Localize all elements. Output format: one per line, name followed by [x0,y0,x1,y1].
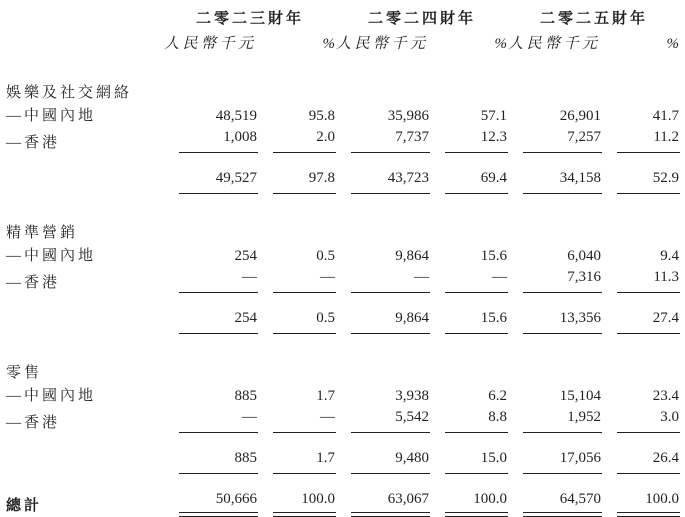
spacer [6,54,680,80]
percent-cell: 11.2 [602,126,680,153]
subtotal-percent: 15.0 [430,447,508,474]
spacer [6,433,680,447]
subtotal-value: 43,723 [336,167,430,194]
percent-cell: 12.3 [430,126,508,153]
total-percent: 100.0 [258,486,336,516]
total-value: 50,666 [164,486,258,516]
subtotal-value: 49,527 [164,167,258,194]
section-title: 零售 [6,365,43,382]
row-label: —香港 [6,135,61,152]
subtotal-row [6,307,680,334]
revenue-breakdown-table [6,4,680,516]
spacer [6,334,680,360]
subtotal-percent: 15.6 [430,307,508,334]
percent-cell: 41.7 [652,108,680,125]
percent-cell: 11.3 [602,266,680,293]
value-cell: 885 [234,388,257,405]
percent-cell: 57.1 [480,108,508,125]
table-row [6,383,680,406]
subtotal-percent: 69.4 [430,167,508,194]
percent-cell: 15.6 [480,248,508,265]
subtotal-percent: 0.5 [258,307,336,334]
value-cell: 1,008 [164,126,258,153]
percent-cell: — [258,406,336,433]
spacer [6,153,680,167]
percent-header: % [666,36,680,53]
value-cell: 15,104 [559,388,602,405]
value-cell: 1,952 [508,406,602,433]
subtotal-value: 34,158 [508,167,602,194]
value-cell: 6,040 [567,248,602,265]
percent-cell: 6.2 [488,388,508,405]
percent-cell: 1.7 [316,388,336,405]
year-header-2025: 二零二五財年 [540,11,649,28]
year-header-row [6,4,680,32]
value-cell: — [164,266,258,293]
row-label: —香港 [6,415,61,432]
value-cell: 9,864 [395,248,430,265]
section-title-row [6,360,680,383]
subtotal-percent: 26.4 [602,447,680,474]
amount-unit-header: 人民幣千元 [508,36,601,53]
total-percent: 100.0 [602,486,680,516]
section-title-row [6,220,680,243]
spacer [6,194,680,220]
value-cell: 254 [234,248,257,265]
section-title: 精準營銷 [6,225,79,242]
subtotal-percent: 97.8 [258,167,336,194]
subtotal-percent: 27.4 [602,307,680,334]
subtotal-percent: 1.7 [258,447,336,474]
year-header-2023: 二零二三財年 [196,11,305,28]
subtotal-value: 9,864 [336,307,430,334]
percent-header: % [322,36,336,53]
subtotal-percent: 52.9 [602,167,680,194]
percent-cell: — [430,266,508,293]
subtotal-value: 13,356 [508,307,602,334]
row-label: —香港 [6,275,61,292]
percent-cell: 2.0 [258,126,336,153]
amount-unit-header: 人民幣千元 [336,36,429,53]
value-cell: — [164,406,258,433]
percent-cell: 3.0 [602,406,680,433]
total-percent: 100.0 [430,486,508,516]
value-cell: 26,901 [559,108,602,125]
section-title-row [6,80,680,103]
percent-cell: — [258,266,336,293]
row-label: —中國內地 [6,248,97,265]
row-label: —中國內地 [6,388,97,405]
table-row [6,126,680,153]
subtotal-value: 17,056 [508,447,602,474]
percent-cell: 9.4 [660,248,680,265]
table-row [6,103,680,126]
table-row [6,266,680,293]
amount-unit-header: 人民幣千元 [164,36,257,53]
percent-cell: 8.8 [430,406,508,433]
percent-header: % [494,36,508,53]
percent-cell: 23.4 [652,388,680,405]
percent-cell: 95.8 [308,108,336,125]
value-cell: — [336,266,430,293]
value-cell: 3,938 [395,388,430,405]
value-cell: 48,519 [215,108,257,125]
section-title: 娛樂及社交網絡 [6,85,133,102]
row-label: —中國內地 [6,108,97,125]
value-cell: 35,986 [387,108,430,125]
year-header-2024: 二零二四財年 [368,11,477,28]
subtotal-row [6,447,680,474]
total-value: 63,067 [336,486,430,516]
spacer [6,293,680,307]
subtotal-value: 9,480 [336,447,430,474]
subtotal-row [6,167,680,194]
unit-header-row [6,32,680,54]
value-cell: 7,737 [336,126,430,153]
value-cell: 7,257 [508,126,602,153]
subtotal-value: 254 [164,307,258,334]
percent-cell: 0.5 [316,248,336,265]
total-label: 總計 [6,498,43,515]
spacer [6,474,680,486]
subtotal-value: 885 [164,447,258,474]
value-cell: 7,316 [508,266,602,293]
total-row [6,486,680,516]
table-row [6,406,680,433]
corner-blank [6,4,164,32]
table-row [6,243,680,266]
value-cell: 5,542 [336,406,430,433]
total-value: 64,570 [508,486,602,516]
